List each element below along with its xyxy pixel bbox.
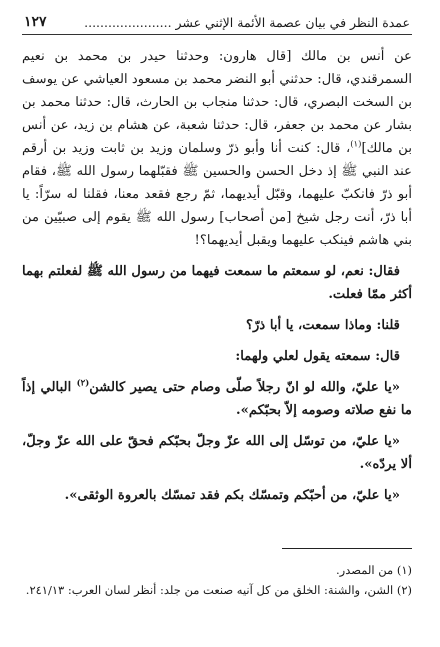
paragraph-isnad — [22, 45, 412, 252]
paragraph-hadith-1 — [22, 376, 412, 422]
hadith-1-text-b: البالي إذاً ما نفع صلاته وصومه إلاّ بحبّكم». — [22, 380, 412, 418]
paragraph-hadith-2: «يا عليّ، من توسّل إلى الله عزّ وجلّ بحبّكم فحقّ على الله عزّ وجلّ، ألا يردّه». — [22, 434, 412, 472]
running-header — [22, 14, 412, 35]
hadith-1-text-a: «يا عليّ، والله لو انّ رجلاً صلّى وصام حتى يصير كالشن — [89, 380, 400, 395]
footnote-ref-2: (٢) — [76, 378, 90, 389]
paragraph-isnad-text-a: عن أنس بن مالك [قال هارون: وحدثنا حيدر بن محمد بن نعيم السمرقندي، قال: حدثني أبو النضر محمد بن مسعود العياشي عن يوسف بن السخت البصري، قال: حدثنا منجاب بن الحارث، قال: حدثنا محمد بن بشار عن محمد بن جعفر، قال: حدثنا شعبة، عن هشام بن زيد، عن أنس بن مالك] — [22, 49, 412, 156]
paragraph-answer: قال: سمعته يقول لعلي ولهما: — [235, 349, 400, 364]
footnote-2: (٢) الشن، والشنة: الخلق من كل آنيه صنعت من جلد: أنظر لسان العرب: ٢٤١/١٣. — [25, 583, 412, 597]
main-text — [22, 45, 412, 507]
paragraph-isnad-text-b: ، قال: كنت أنا وأبو ذرّ وسلمان وزيد بن ثابت وزيد بن أرقم عند النبي ﷺ إذ دخل الحسن والحسين ﷺ فقبّلهما رسول الله ﷺ، فقام أبو ذرّ فانكبّ عليهما، وقبّل أيديهما، ثمّ رجع فقعد معنا، فقلنا له سرّاً: يا أبا ذرّ، أنت رجل شيخ [من أصحاب] رسول الله ﷺ يقوم إلى صبيّين من بني هاشم فينكب عليهما ويقبل أيديهما؟! — [22, 141, 412, 248]
paragraph-question: قلنا: وماذا سمعت، يا أبا ذرّ؟ — [245, 318, 400, 333]
paragraph-reply: فقال: نعم، لو سمعتم ما سمعت فيهما من رسول الله ﷺ لفعلتم بهما أكثر ممّا فعلت. — [22, 264, 412, 302]
paragraph-hadith-3: «يا عليّ، من أحبّكم وتمسّك بكم فقد تمسّك بالعروة الوثقى». — [64, 488, 400, 503]
page-number: ١٢٧ — [24, 14, 47, 30]
footnote-divider — [282, 548, 412, 549]
footnote-ref-1: (١) — [350, 139, 362, 150]
running-title: عمدة النظر في بيان عصمة الأئمة الإثني عشر ...................... — [84, 15, 410, 30]
footnotes — [22, 560, 412, 600]
footnote-1: (١) من المصدر. — [336, 563, 412, 577]
